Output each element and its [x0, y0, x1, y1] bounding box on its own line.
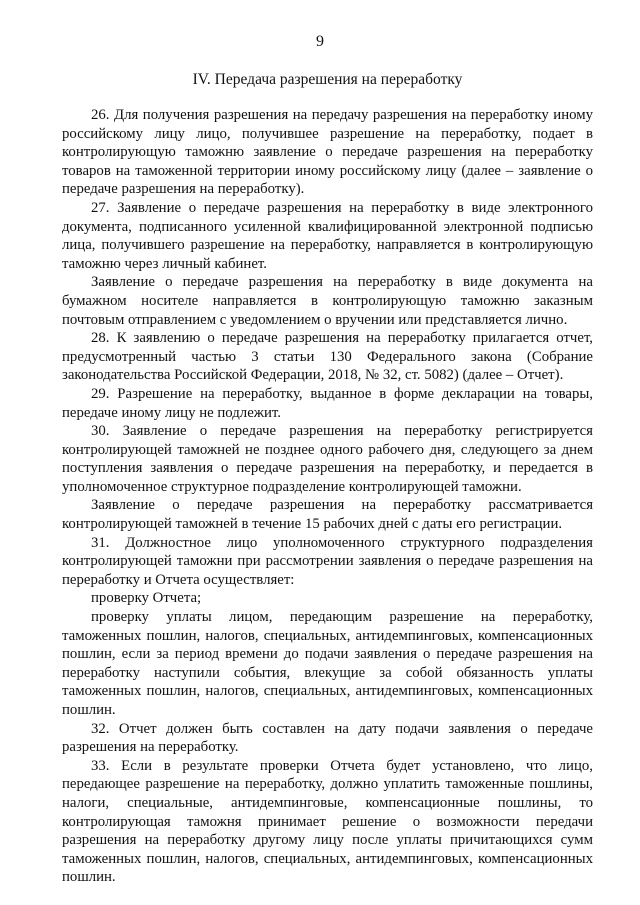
paragraph-26: 26. Для получения разрешения на передачу разрешения на переработку иному российскому лицу лицо, получившее разрешение на переработку, подает в контролирующую таможню заявление о передаче разрешения на переработку товаров на таможенной территории иному российскому лицу (далее – заявление о передаче разрешения на переработку). — [62, 107, 593, 198]
paragraph-27: 27. Заявление о передаче разрешения на переработку в виде электронного документа, подписанного усиленной квалифицированной электронной подписью лица, получившего разрешение на переработку, направляется в контролирующую таможню через личный кабинет. — [62, 199, 593, 272]
paragraph-31: 31. Должностное лицо уполномоченного структурного подразделения контролирующей таможни при рассмотрении заявления о передаче разрешения на переработку и Отчета осуществляет: — [62, 534, 593, 588]
paragraph-33: 33. Если в результате проверки Отчета будет установлено, что лицо, передающее разрешение на переработку, должно уплатить таможенные пошлины, налоги, специальные, антидемпинговые, компенсационные пошлины, то контролирующая таможня принимает решение о возможности передачи разрешения на переработку другому лицу после уплаты причитающихся сумм таможенных пошлин, налогов, специальных, антидемпинговых, компенсационных пошлин. — [62, 757, 593, 886]
paragraph-28: 28. К заявлению о передаче разрешения на переработку прилагается отчет, предусмотренный частью 3 статьи 130 Федерального закона (Собрание законодательства Российской Федерации, 2018, № 32, ст. 5082) (далее – Отчет). — [62, 330, 593, 384]
page-number: 9 — [316, 33, 324, 50]
paragraph-32: 32. Отчет должен быть составлен на дату подачи заявления о передаче разрешения на переработку. — [62, 720, 593, 756]
paragraph-31-item-2: проверку уплаты лицом, передающим разрешение на переработку, таможенных пошлин, налогов, специальных, антидемпинговых, компенсационных пошлин, если за период времени до подачи заявления о передаче разрешения на переработку наступили события, влекущие за собой обязанность уплаты таможенных пошлин, налогов, специальных, антидемпинговых, компенсационных пошлин. — [62, 609, 593, 718]
document-body — [62, 106, 593, 887]
section-title: IV. Передача разрешения на переработку — [192, 71, 463, 88]
paragraph-30-review: Заявление о передаче разрешения на переработку рассматривается контролирующей таможней в течение 15 рабочих дней с даты его регистрации. — [62, 497, 593, 533]
paragraph-30: 30. Заявление о передаче разрешения на переработку регистрируется контролирующей таможней не позднее одного рабочего дня, следующего за днем поступления заявления о передаче разрешения на переработку, и передается в уполномоченное структурное подразделение контролирующей таможни. — [62, 423, 593, 495]
paragraph-27-paper: Заявление о передаче разрешения на переработку в виде документа на бумажном носителе направляется в контролирующую таможню заказным почтовым отправлением с уведомлением о вручении или представляется лично. — [62, 274, 593, 328]
paragraph-31-item-1: проверку Отчета; — [91, 590, 202, 607]
paragraph-29: 29. Разрешение на переработку, выданное в форме декларации на товары, передаче иному лицу не подлежит. — [62, 385, 593, 421]
